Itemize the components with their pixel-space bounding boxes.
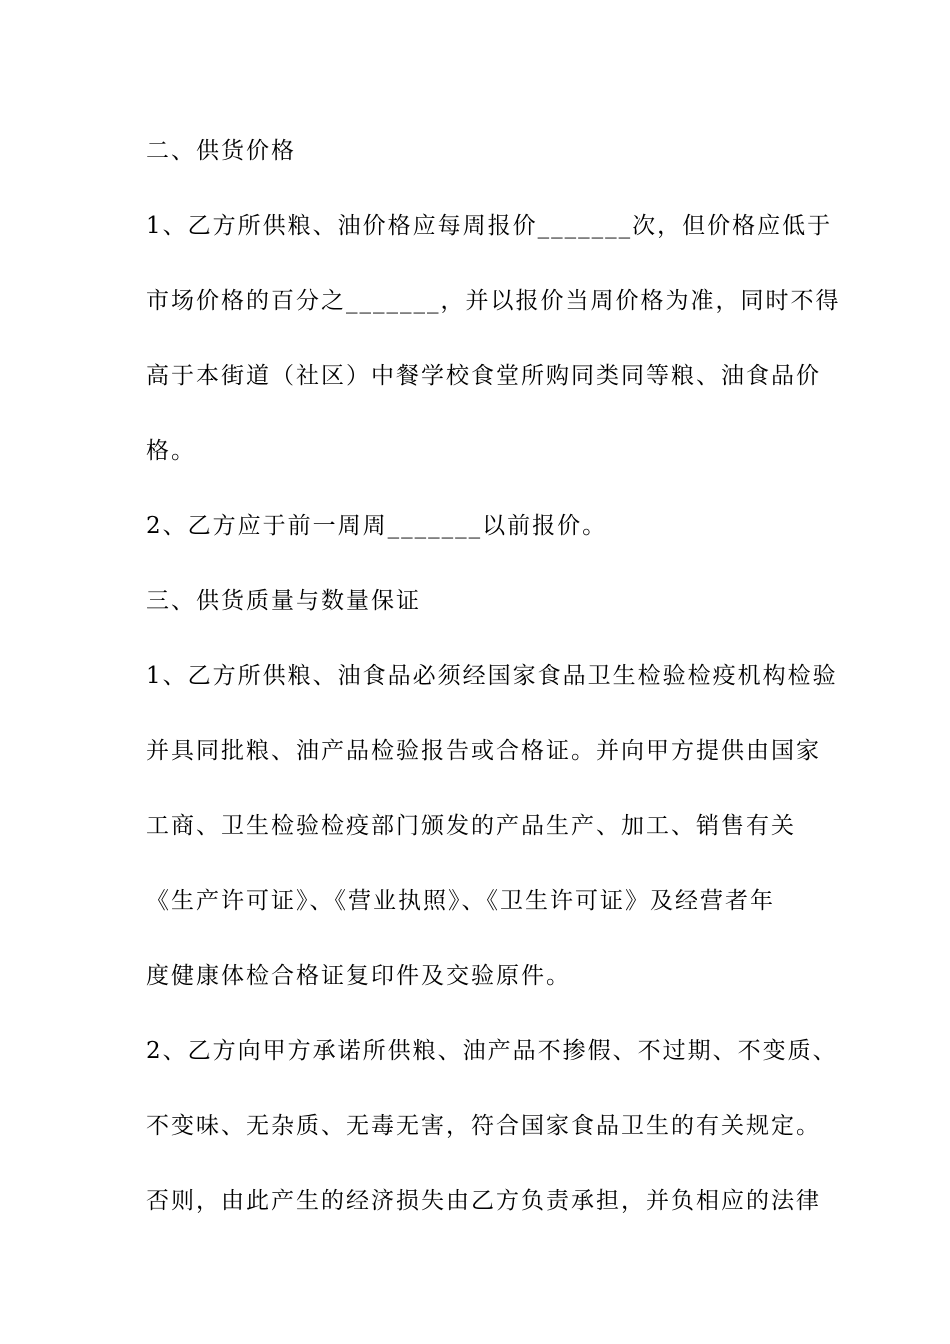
section-heading-quality: 三、供货质量与数量保证 <box>146 588 421 614</box>
paragraph-line: 高于本街道（社区）中餐学校食堂所购同类同等粮、油食品价 <box>146 363 821 389</box>
paragraph-line: 2、乙方向甲方承诺所供粮、油产品不掺假、不过期、不变质、 <box>146 1038 838 1064</box>
paragraph-line: 1、乙方所供粮、油食品必须经国家食品卫生检验检疫机构检验 <box>146 663 838 689</box>
paragraph-line: 工商、卫生检验检疫部门颁发的产品生产、加工、销售有关 <box>146 813 796 839</box>
paragraph-line: 度健康体检合格证复印件及交验原件。 <box>146 963 571 989</box>
paragraph-line: 市场价格的百分之_______，并以报价当周价格为准，同时不得 <box>146 288 841 314</box>
paragraph-line: 《生产许可证》、《营业执照》、《卫生许可证》及经营者年 <box>146 888 775 914</box>
section-heading-pricing: 二、供货价格 <box>146 138 296 164</box>
paragraph-line: 1、乙方所供粮、油价格应每周报价_______次，但价格应低于 <box>146 213 833 239</box>
paragraph-line: 不变味、无杂质、无毒无害，符合国家食品卫生的有关规定。 <box>146 1113 821 1139</box>
paragraph-line: 格。 <box>146 438 196 464</box>
paragraph-line: 并具同批粮、油产品检验报告或合格证。并向甲方提供由国家 <box>146 738 821 764</box>
paragraph-line: 否则，由此产生的经济损失由乙方负责承担，并负相应的法律 <box>146 1188 821 1214</box>
paragraph-line: 2、乙方应于前一周周_______以前报价。 <box>146 513 608 539</box>
